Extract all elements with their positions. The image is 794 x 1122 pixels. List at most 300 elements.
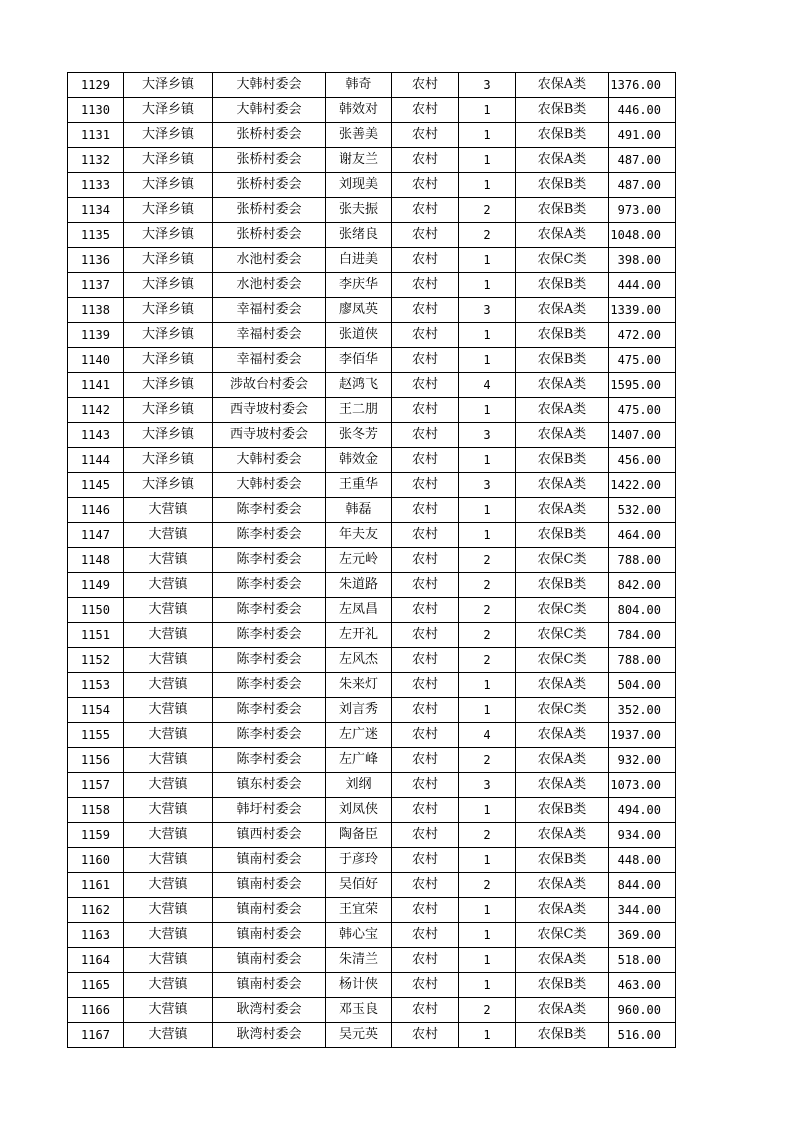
insurance-category-cell: 农保B类 bbox=[516, 198, 609, 223]
insurance-category-cell: 农保B类 bbox=[516, 448, 609, 473]
area-type-cell: 农村 bbox=[392, 673, 459, 698]
table-row bbox=[68, 748, 676, 773]
name-cell: 李佰华 bbox=[326, 348, 392, 373]
name-cell: 王二朋 bbox=[326, 398, 392, 423]
household-count-cell: 1 bbox=[459, 323, 516, 348]
row-number-cell: 1145 bbox=[68, 473, 124, 498]
household-count-cell: 1 bbox=[459, 123, 516, 148]
row-number-cell: 1137 bbox=[68, 273, 124, 298]
row-number-cell: 1136 bbox=[68, 248, 124, 273]
insurance-category-cell: 农保A类 bbox=[516, 398, 609, 423]
amount-cell: 448.00 bbox=[609, 848, 676, 873]
table-row bbox=[68, 723, 676, 748]
row-number-cell: 1139 bbox=[68, 323, 124, 348]
table-row bbox=[68, 398, 676, 423]
household-count-cell: 1 bbox=[459, 898, 516, 923]
village-committee-cell: 陈李村委会 bbox=[213, 598, 326, 623]
table-row bbox=[68, 598, 676, 623]
township-cell: 大营镇 bbox=[124, 698, 213, 723]
area-type-cell: 农村 bbox=[392, 73, 459, 98]
household-count-cell: 2 bbox=[459, 548, 516, 573]
area-type-cell: 农村 bbox=[392, 998, 459, 1023]
insurance-category-cell: 农保B类 bbox=[516, 273, 609, 298]
table-row bbox=[68, 273, 676, 298]
household-count-cell: 1 bbox=[459, 673, 516, 698]
insurance-category-cell: 农保A类 bbox=[516, 498, 609, 523]
table-row bbox=[68, 898, 676, 923]
name-cell: 韩奇 bbox=[326, 73, 392, 98]
row-number-cell: 1132 bbox=[68, 148, 124, 173]
village-committee-cell: 镇东村委会 bbox=[213, 773, 326, 798]
township-cell: 大泽乡镇 bbox=[124, 473, 213, 498]
amount-cell: 472.00 bbox=[609, 323, 676, 348]
row-number-cell: 1146 bbox=[68, 498, 124, 523]
village-committee-cell: 陈李村委会 bbox=[213, 523, 326, 548]
household-count-cell: 2 bbox=[459, 223, 516, 248]
row-number-cell: 1148 bbox=[68, 548, 124, 573]
name-cell: 廖凤英 bbox=[326, 298, 392, 323]
area-type-cell: 农村 bbox=[392, 273, 459, 298]
village-committee-cell: 陈李村委会 bbox=[213, 573, 326, 598]
township-cell: 大泽乡镇 bbox=[124, 273, 213, 298]
area-type-cell: 农村 bbox=[392, 623, 459, 648]
village-committee-cell: 幸福村委会 bbox=[213, 298, 326, 323]
household-count-cell: 2 bbox=[459, 573, 516, 598]
village-committee-cell: 张桥村委会 bbox=[213, 223, 326, 248]
area-type-cell: 农村 bbox=[392, 198, 459, 223]
name-cell: 张道侠 bbox=[326, 323, 392, 348]
area-type-cell: 农村 bbox=[392, 448, 459, 473]
household-count-cell: 1 bbox=[459, 523, 516, 548]
village-committee-cell: 陈李村委会 bbox=[213, 723, 326, 748]
township-cell: 大营镇 bbox=[124, 623, 213, 648]
insurance-category-cell: 农保B类 bbox=[516, 848, 609, 873]
village-committee-cell: 镇南村委会 bbox=[213, 873, 326, 898]
household-count-cell: 3 bbox=[459, 298, 516, 323]
village-committee-cell: 大韩村委会 bbox=[213, 473, 326, 498]
household-count-cell: 3 bbox=[459, 773, 516, 798]
area-type-cell: 农村 bbox=[392, 423, 459, 448]
township-cell: 大泽乡镇 bbox=[124, 323, 213, 348]
amount-cell: 344.00 bbox=[609, 898, 676, 923]
area-type-cell: 农村 bbox=[392, 323, 459, 348]
township-cell: 大泽乡镇 bbox=[124, 198, 213, 223]
amount-cell: 932.00 bbox=[609, 748, 676, 773]
village-committee-cell: 镇南村委会 bbox=[213, 898, 326, 923]
table-row bbox=[68, 448, 676, 473]
name-cell: 赵鸿飞 bbox=[326, 373, 392, 398]
insurance-category-cell: 农保C类 bbox=[516, 648, 609, 673]
township-cell: 大泽乡镇 bbox=[124, 173, 213, 198]
row-number-cell: 1149 bbox=[68, 573, 124, 598]
township-cell: 大营镇 bbox=[124, 748, 213, 773]
household-count-cell: 2 bbox=[459, 648, 516, 673]
table-row bbox=[68, 323, 676, 348]
name-cell: 韩效对 bbox=[326, 98, 392, 123]
name-cell: 朱清兰 bbox=[326, 948, 392, 973]
row-number-cell: 1166 bbox=[68, 998, 124, 1023]
table-row bbox=[68, 923, 676, 948]
table-row bbox=[68, 223, 676, 248]
area-type-cell: 农村 bbox=[392, 223, 459, 248]
area-type-cell: 农村 bbox=[392, 523, 459, 548]
row-number-cell: 1159 bbox=[68, 823, 124, 848]
household-count-cell: 1 bbox=[459, 698, 516, 723]
household-count-cell: 3 bbox=[459, 73, 516, 98]
township-cell: 大泽乡镇 bbox=[124, 423, 213, 448]
name-cell: 年夫友 bbox=[326, 523, 392, 548]
amount-cell: 973.00 bbox=[609, 198, 676, 223]
name-cell: 陶备臣 bbox=[326, 823, 392, 848]
row-number-cell: 1144 bbox=[68, 448, 124, 473]
table-row bbox=[68, 673, 676, 698]
township-cell: 大营镇 bbox=[124, 973, 213, 998]
area-type-cell: 农村 bbox=[392, 348, 459, 373]
area-type-cell: 农村 bbox=[392, 848, 459, 873]
township-cell: 大营镇 bbox=[124, 873, 213, 898]
township-cell: 大泽乡镇 bbox=[124, 398, 213, 423]
insurance-category-cell: 农保C类 bbox=[516, 623, 609, 648]
name-cell: 王宜荣 bbox=[326, 898, 392, 923]
village-committee-cell: 耿湾村委会 bbox=[213, 998, 326, 1023]
area-type-cell: 农村 bbox=[392, 973, 459, 998]
name-cell: 杨计侠 bbox=[326, 973, 392, 998]
table-row bbox=[68, 798, 676, 823]
village-committee-cell: 镇南村委会 bbox=[213, 948, 326, 973]
area-type-cell: 农村 bbox=[392, 123, 459, 148]
insurance-category-cell: 农保B类 bbox=[516, 1023, 609, 1048]
insurance-category-cell: 农保A类 bbox=[516, 873, 609, 898]
table-row bbox=[68, 873, 676, 898]
insurance-category-cell: 农保A类 bbox=[516, 473, 609, 498]
area-type-cell: 农村 bbox=[392, 298, 459, 323]
amount-cell: 487.00 bbox=[609, 173, 676, 198]
insurance-category-cell: 农保C类 bbox=[516, 923, 609, 948]
row-number-cell: 1156 bbox=[68, 748, 124, 773]
table-row bbox=[68, 298, 676, 323]
amount-cell: 463.00 bbox=[609, 973, 676, 998]
row-number-cell: 1157 bbox=[68, 773, 124, 798]
row-number-cell: 1129 bbox=[68, 73, 124, 98]
household-count-cell: 2 bbox=[459, 873, 516, 898]
village-committee-cell: 陈李村委会 bbox=[213, 673, 326, 698]
amount-cell: 516.00 bbox=[609, 1023, 676, 1048]
village-committee-cell: 张桥村委会 bbox=[213, 173, 326, 198]
area-type-cell: 农村 bbox=[392, 773, 459, 798]
row-number-cell: 1141 bbox=[68, 373, 124, 398]
row-number-cell: 1155 bbox=[68, 723, 124, 748]
amount-cell: 1048.00 bbox=[609, 223, 676, 248]
village-committee-cell: 镇南村委会 bbox=[213, 848, 326, 873]
household-count-cell: 1 bbox=[459, 498, 516, 523]
township-cell: 大营镇 bbox=[124, 998, 213, 1023]
insurance-category-cell: 农保B类 bbox=[516, 123, 609, 148]
table-row bbox=[68, 423, 676, 448]
amount-cell: 532.00 bbox=[609, 498, 676, 523]
township-cell: 大泽乡镇 bbox=[124, 248, 213, 273]
row-number-cell: 1142 bbox=[68, 398, 124, 423]
household-count-cell: 1 bbox=[459, 923, 516, 948]
area-type-cell: 农村 bbox=[392, 898, 459, 923]
household-count-cell: 1 bbox=[459, 98, 516, 123]
amount-cell: 1073.00 bbox=[609, 773, 676, 798]
township-cell: 大营镇 bbox=[124, 723, 213, 748]
area-type-cell: 农村 bbox=[392, 798, 459, 823]
insurance-category-cell: 农保B类 bbox=[516, 173, 609, 198]
household-count-cell: 1 bbox=[459, 248, 516, 273]
name-cell: 刘凤侠 bbox=[326, 798, 392, 823]
amount-cell: 491.00 bbox=[609, 123, 676, 148]
area-type-cell: 农村 bbox=[392, 373, 459, 398]
row-number-cell: 1130 bbox=[68, 98, 124, 123]
name-cell: 左元岭 bbox=[326, 548, 392, 573]
name-cell: 王重华 bbox=[326, 473, 392, 498]
insurance-category-cell: 农保C类 bbox=[516, 598, 609, 623]
name-cell: 左风杰 bbox=[326, 648, 392, 673]
amount-cell: 960.00 bbox=[609, 998, 676, 1023]
table-row bbox=[68, 173, 676, 198]
area-type-cell: 农村 bbox=[392, 748, 459, 773]
table-row bbox=[68, 973, 676, 998]
township-cell: 大营镇 bbox=[124, 923, 213, 948]
row-number-cell: 1138 bbox=[68, 298, 124, 323]
insurance-category-cell: 农保A类 bbox=[516, 373, 609, 398]
table-row bbox=[68, 773, 676, 798]
amount-cell: 369.00 bbox=[609, 923, 676, 948]
household-count-cell: 1 bbox=[459, 448, 516, 473]
village-committee-cell: 镇南村委会 bbox=[213, 923, 326, 948]
township-cell: 大泽乡镇 bbox=[124, 73, 213, 98]
amount-cell: 352.00 bbox=[609, 698, 676, 723]
insurance-category-cell: 农保B类 bbox=[516, 573, 609, 598]
name-cell: 左凤昌 bbox=[326, 598, 392, 623]
village-committee-cell: 耿湾村委会 bbox=[213, 1023, 326, 1048]
village-committee-cell: 陈李村委会 bbox=[213, 623, 326, 648]
row-number-cell: 1152 bbox=[68, 648, 124, 673]
household-count-cell: 1 bbox=[459, 1023, 516, 1048]
amount-cell: 1937.00 bbox=[609, 723, 676, 748]
household-count-cell: 1 bbox=[459, 398, 516, 423]
name-cell: 左广迷 bbox=[326, 723, 392, 748]
village-committee-cell: 水池村委会 bbox=[213, 273, 326, 298]
township-cell: 大泽乡镇 bbox=[124, 448, 213, 473]
insurance-category-cell: 农保A类 bbox=[516, 773, 609, 798]
insurance-category-cell: 农保B类 bbox=[516, 798, 609, 823]
row-number-cell: 1151 bbox=[68, 623, 124, 648]
amount-cell: 804.00 bbox=[609, 598, 676, 623]
insurance-category-cell: 农保A类 bbox=[516, 748, 609, 773]
row-number-cell: 1167 bbox=[68, 1023, 124, 1048]
township-cell: 大泽乡镇 bbox=[124, 123, 213, 148]
village-committee-cell: 陈李村委会 bbox=[213, 648, 326, 673]
township-cell: 大营镇 bbox=[124, 898, 213, 923]
village-committee-cell: 幸福村委会 bbox=[213, 348, 326, 373]
township-cell: 大泽乡镇 bbox=[124, 348, 213, 373]
township-cell: 大营镇 bbox=[124, 773, 213, 798]
table-row bbox=[68, 998, 676, 1023]
amount-cell: 934.00 bbox=[609, 823, 676, 848]
household-count-cell: 1 bbox=[459, 948, 516, 973]
name-cell: 朱道路 bbox=[326, 573, 392, 598]
household-count-cell: 1 bbox=[459, 173, 516, 198]
household-count-cell: 2 bbox=[459, 823, 516, 848]
row-number-cell: 1135 bbox=[68, 223, 124, 248]
township-cell: 大泽乡镇 bbox=[124, 98, 213, 123]
village-committee-cell: 韩圩村委会 bbox=[213, 798, 326, 823]
village-committee-cell: 张桥村委会 bbox=[213, 123, 326, 148]
table-row bbox=[68, 348, 676, 373]
household-count-cell: 2 bbox=[459, 198, 516, 223]
table-row bbox=[68, 498, 676, 523]
amount-cell: 446.00 bbox=[609, 98, 676, 123]
village-committee-cell: 大韩村委会 bbox=[213, 448, 326, 473]
area-type-cell: 农村 bbox=[392, 398, 459, 423]
amount-cell: 1407.00 bbox=[609, 423, 676, 448]
area-type-cell: 农村 bbox=[392, 648, 459, 673]
village-committee-cell: 陈李村委会 bbox=[213, 498, 326, 523]
village-committee-cell: 大韩村委会 bbox=[213, 98, 326, 123]
table-row bbox=[68, 248, 676, 273]
insurance-category-cell: 农保C类 bbox=[516, 548, 609, 573]
village-committee-cell: 水池村委会 bbox=[213, 248, 326, 273]
household-count-cell: 3 bbox=[459, 473, 516, 498]
amount-cell: 1339.00 bbox=[609, 298, 676, 323]
row-number-cell: 1143 bbox=[68, 423, 124, 448]
village-committee-cell: 幸福村委会 bbox=[213, 323, 326, 348]
insurance-category-cell: 农保A类 bbox=[516, 823, 609, 848]
amount-cell: 494.00 bbox=[609, 798, 676, 823]
row-number-cell: 1133 bbox=[68, 173, 124, 198]
village-committee-cell: 陈李村委会 bbox=[213, 698, 326, 723]
township-cell: 大营镇 bbox=[124, 548, 213, 573]
amount-cell: 788.00 bbox=[609, 648, 676, 673]
insurance-category-cell: 农保C类 bbox=[516, 698, 609, 723]
name-cell: 韩磊 bbox=[326, 498, 392, 523]
area-type-cell: 农村 bbox=[392, 148, 459, 173]
area-type-cell: 农村 bbox=[392, 823, 459, 848]
insurance-category-cell: 农保A类 bbox=[516, 73, 609, 98]
township-cell: 大营镇 bbox=[124, 1023, 213, 1048]
amount-cell: 475.00 bbox=[609, 398, 676, 423]
household-count-cell: 1 bbox=[459, 273, 516, 298]
township-cell: 大营镇 bbox=[124, 848, 213, 873]
insurance-category-cell: 农保A类 bbox=[516, 898, 609, 923]
name-cell: 谢友兰 bbox=[326, 148, 392, 173]
area-type-cell: 农村 bbox=[392, 173, 459, 198]
name-cell: 于彦玲 bbox=[326, 848, 392, 873]
name-cell: 张绪良 bbox=[326, 223, 392, 248]
table-row bbox=[68, 373, 676, 398]
table-row bbox=[68, 848, 676, 873]
insurance-category-cell: 农保B类 bbox=[516, 348, 609, 373]
table-row bbox=[68, 948, 676, 973]
amount-cell: 398.00 bbox=[609, 248, 676, 273]
table-row bbox=[68, 98, 676, 123]
household-count-cell: 4 bbox=[459, 373, 516, 398]
area-type-cell: 农村 bbox=[392, 573, 459, 598]
name-cell: 张冬芳 bbox=[326, 423, 392, 448]
table-row bbox=[68, 123, 676, 148]
household-count-cell: 1 bbox=[459, 148, 516, 173]
household-count-cell: 2 bbox=[459, 598, 516, 623]
insurance-category-cell: 农保B类 bbox=[516, 98, 609, 123]
amount-cell: 487.00 bbox=[609, 148, 676, 173]
township-cell: 大泽乡镇 bbox=[124, 298, 213, 323]
name-cell: 张夫振 bbox=[326, 198, 392, 223]
name-cell: 韩效金 bbox=[326, 448, 392, 473]
name-cell: 刘现美 bbox=[326, 173, 392, 198]
name-cell: 白进美 bbox=[326, 248, 392, 273]
amount-cell: 444.00 bbox=[609, 273, 676, 298]
table-row bbox=[68, 823, 676, 848]
township-cell: 大营镇 bbox=[124, 823, 213, 848]
name-cell: 张善美 bbox=[326, 123, 392, 148]
township-cell: 大泽乡镇 bbox=[124, 148, 213, 173]
area-type-cell: 农村 bbox=[392, 723, 459, 748]
village-committee-cell: 张桥村委会 bbox=[213, 148, 326, 173]
area-type-cell: 农村 bbox=[392, 698, 459, 723]
amount-cell: 1422.00 bbox=[609, 473, 676, 498]
village-committee-cell: 涉故台村委会 bbox=[213, 373, 326, 398]
household-count-cell: 1 bbox=[459, 348, 516, 373]
row-number-cell: 1161 bbox=[68, 873, 124, 898]
row-number-cell: 1147 bbox=[68, 523, 124, 548]
table-row bbox=[68, 198, 676, 223]
household-count-cell: 1 bbox=[459, 973, 516, 998]
area-type-cell: 农村 bbox=[392, 98, 459, 123]
insurance-category-cell: 农保B类 bbox=[516, 323, 609, 348]
township-cell: 大营镇 bbox=[124, 573, 213, 598]
village-committee-cell: 大韩村委会 bbox=[213, 73, 326, 98]
township-cell: 大营镇 bbox=[124, 648, 213, 673]
table-row bbox=[68, 648, 676, 673]
name-cell: 邓玉良 bbox=[326, 998, 392, 1023]
row-number-cell: 1160 bbox=[68, 848, 124, 873]
amount-cell: 784.00 bbox=[609, 623, 676, 648]
area-type-cell: 农村 bbox=[392, 873, 459, 898]
row-number-cell: 1153 bbox=[68, 673, 124, 698]
table-row bbox=[68, 623, 676, 648]
township-cell: 大营镇 bbox=[124, 598, 213, 623]
township-cell: 大泽乡镇 bbox=[124, 373, 213, 398]
table-row bbox=[68, 1023, 676, 1048]
insurance-category-cell: 农保B类 bbox=[516, 523, 609, 548]
area-type-cell: 农村 bbox=[392, 473, 459, 498]
area-type-cell: 农村 bbox=[392, 1023, 459, 1048]
household-count-cell: 2 bbox=[459, 623, 516, 648]
table-row bbox=[68, 473, 676, 498]
household-count-cell: 2 bbox=[459, 998, 516, 1023]
area-type-cell: 农村 bbox=[392, 948, 459, 973]
township-cell: 大营镇 bbox=[124, 523, 213, 548]
amount-cell: 518.00 bbox=[609, 948, 676, 973]
name-cell: 吴元英 bbox=[326, 1023, 392, 1048]
village-committee-cell: 西寺坡村委会 bbox=[213, 398, 326, 423]
table-row bbox=[68, 698, 676, 723]
village-committee-cell: 镇南村委会 bbox=[213, 973, 326, 998]
insurance-category-cell: 农保A类 bbox=[516, 423, 609, 448]
row-number-cell: 1163 bbox=[68, 923, 124, 948]
amount-cell: 842.00 bbox=[609, 573, 676, 598]
household-count-cell: 2 bbox=[459, 748, 516, 773]
row-number-cell: 1154 bbox=[68, 698, 124, 723]
household-count-cell: 3 bbox=[459, 423, 516, 448]
row-number-cell: 1150 bbox=[68, 598, 124, 623]
row-number-cell: 1158 bbox=[68, 798, 124, 823]
row-number-cell: 1140 bbox=[68, 348, 124, 373]
name-cell: 朱来灯 bbox=[326, 673, 392, 698]
name-cell: 韩心宝 bbox=[326, 923, 392, 948]
